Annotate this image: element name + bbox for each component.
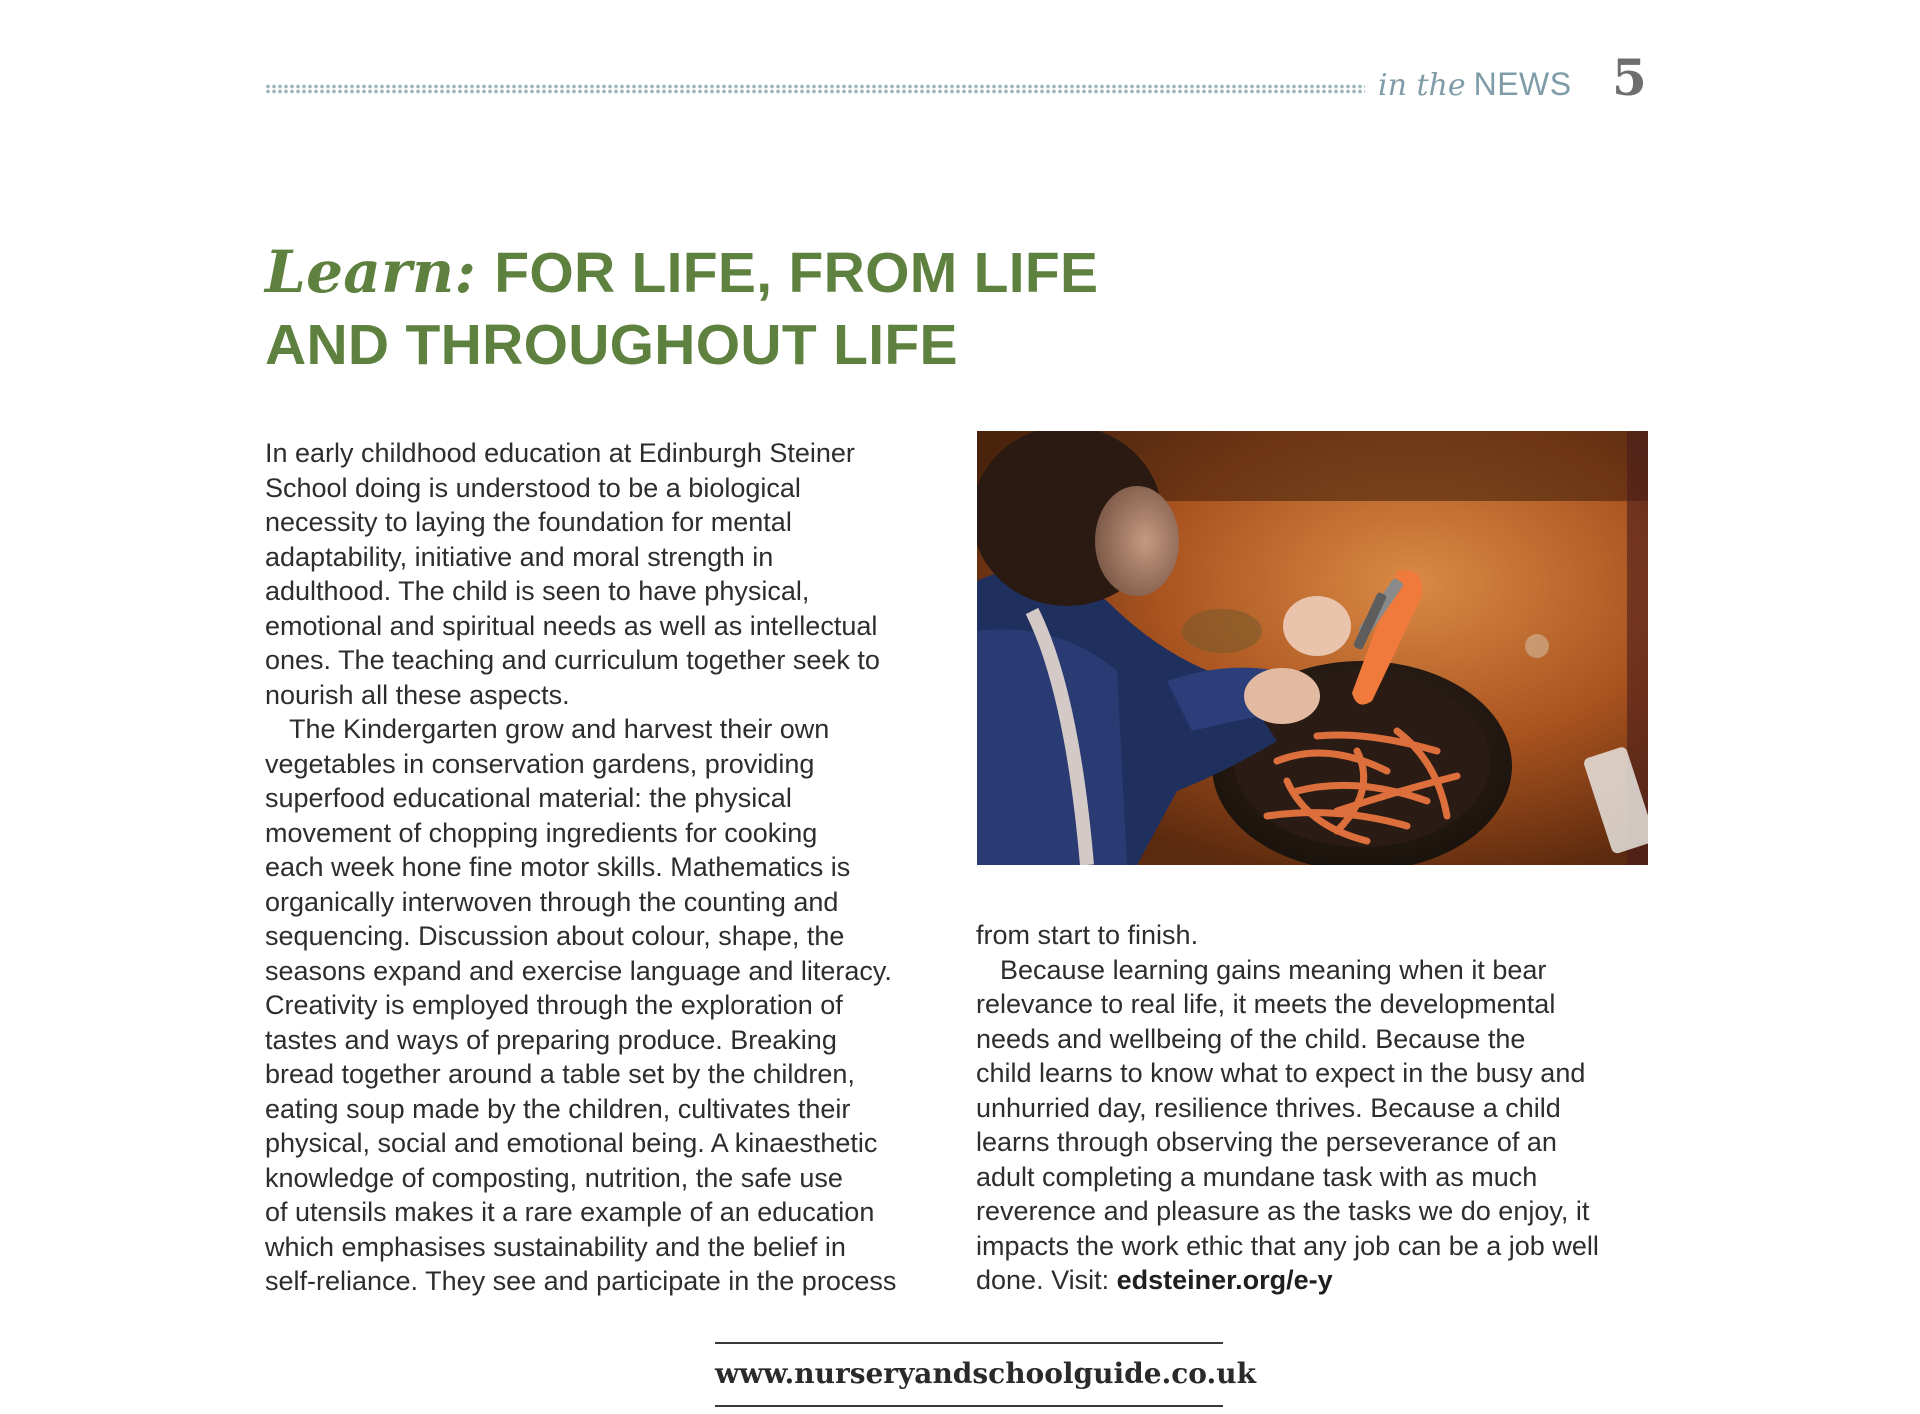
paragraph-continuation — [976, 918, 1656, 953]
section-label-word: NEWS — [1473, 66, 1572, 102]
text-line: physical, social and emotional being. A kinaesthetic — [265, 1128, 878, 1158]
text-line: movement of chopping ingredients for cooking — [265, 817, 818, 848]
text-line: adaptability, initiative and moral strength in — [265, 541, 774, 572]
text-line: tastes and ways of preparing produce. Breaking — [265, 1024, 837, 1055]
text-line: which emphasises sustainability and the belief in — [265, 1231, 846, 1262]
text-line: sequencing. Discussion about colour, shape, the — [265, 921, 845, 951]
text-line: needs and wellbeing of the child. Because the — [976, 1023, 1526, 1054]
text-line: School doing is understood to be a biological — [265, 472, 801, 503]
headline-line-2: AND THROUGHOUT LIFE — [265, 313, 958, 377]
text-line: relevance to real life, it meets the developmental — [976, 989, 1556, 1019]
text-line: Because learning gains meaning when it bear — [1000, 954, 1547, 985]
text-line: each week hone fine motor skills. Mathematics is — [265, 852, 851, 882]
text-line: organically interwoven through the counting and — [265, 886, 839, 917]
footer-url[interactable]: www.nurseryandschoolguide.co.uk — [715, 1357, 1256, 1390]
text-line: knowledge of composting, nutrition, the safe use — [265, 1162, 843, 1193]
text-line: child learns to know what to expect in the busy and — [976, 1058, 1586, 1088]
paragraph-intro — [265, 436, 945, 712]
closing-prefix: done. Visit: — [976, 1265, 1117, 1295]
text-line: necessity to laying the foundation for mental — [265, 507, 792, 537]
header-dotted-rule — [265, 84, 1365, 94]
text-line: adult completing a mundane task with as much — [976, 1161, 1538, 1192]
text-line: vegetables in conservation gardens, providing — [265, 748, 815, 779]
headline-lead: Learn: — [265, 238, 477, 306]
article-photo — [977, 431, 1648, 865]
text-line: superfood educational material: the physical — [265, 783, 792, 813]
text-line: adulthood. The child is seen to have physical, — [265, 576, 810, 606]
section-label — [1378, 64, 1572, 106]
page-number: 5 — [1612, 48, 1647, 107]
article-column-right — [976, 918, 1656, 1298]
paragraph-because — [976, 953, 1656, 1298]
text-line: In early childhood education at Edinburgh Steiner — [265, 438, 855, 468]
article-column-left — [265, 436, 945, 1299]
text-line: emotional and spiritual needs as well as intellectual — [265, 610, 878, 641]
website-link[interactable]: edsteiner.org/e-y — [1116, 1265, 1333, 1295]
text-line: seasons expand and exercise language and literacy. — [265, 955, 892, 986]
text-line: self-reliance. They see and participate in the process — [265, 1266, 897, 1296]
text-line: reverence and pleasure as the tasks we do enjoy, it — [976, 1196, 1590, 1226]
footer-rule-top — [715, 1342, 1223, 1344]
headline-line-1-rest: FOR LIFE, FROM LIFE — [494, 241, 1099, 305]
text-line: The Kindergarten grow and harvest their own — [289, 714, 830, 744]
photo-illustration — [977, 431, 1648, 865]
headline-line-1 — [265, 236, 1165, 309]
text-line: from start to finish. — [976, 920, 1199, 950]
text-line: impacts the work ethic that any job can be a job well — [976, 1230, 1599, 1261]
article-headline — [265, 236, 1165, 381]
text-line: nourish all these aspects. — [265, 679, 570, 710]
section-label-prefix: in the — [1378, 68, 1466, 103]
text-line: learns through observing the perseverance of an — [976, 1127, 1557, 1157]
text-line: Creativity is employed through the exploration of — [265, 990, 843, 1020]
text-line: of utensils makes it a rare example of an education — [265, 1197, 875, 1227]
text-line: ones. The teaching and curriculum together seek to — [265, 645, 880, 675]
text-line: eating soup made by the children, cultivates their — [265, 1093, 851, 1124]
closing-line — [976, 1263, 1656, 1298]
text-line: unhurried day, resilience thrives. Because a child — [976, 1092, 1561, 1123]
footer-rule-bottom — [715, 1405, 1223, 1407]
text-line: bread together around a table set by the children, — [265, 1059, 855, 1089]
paragraph-kindergarten — [265, 712, 945, 1299]
